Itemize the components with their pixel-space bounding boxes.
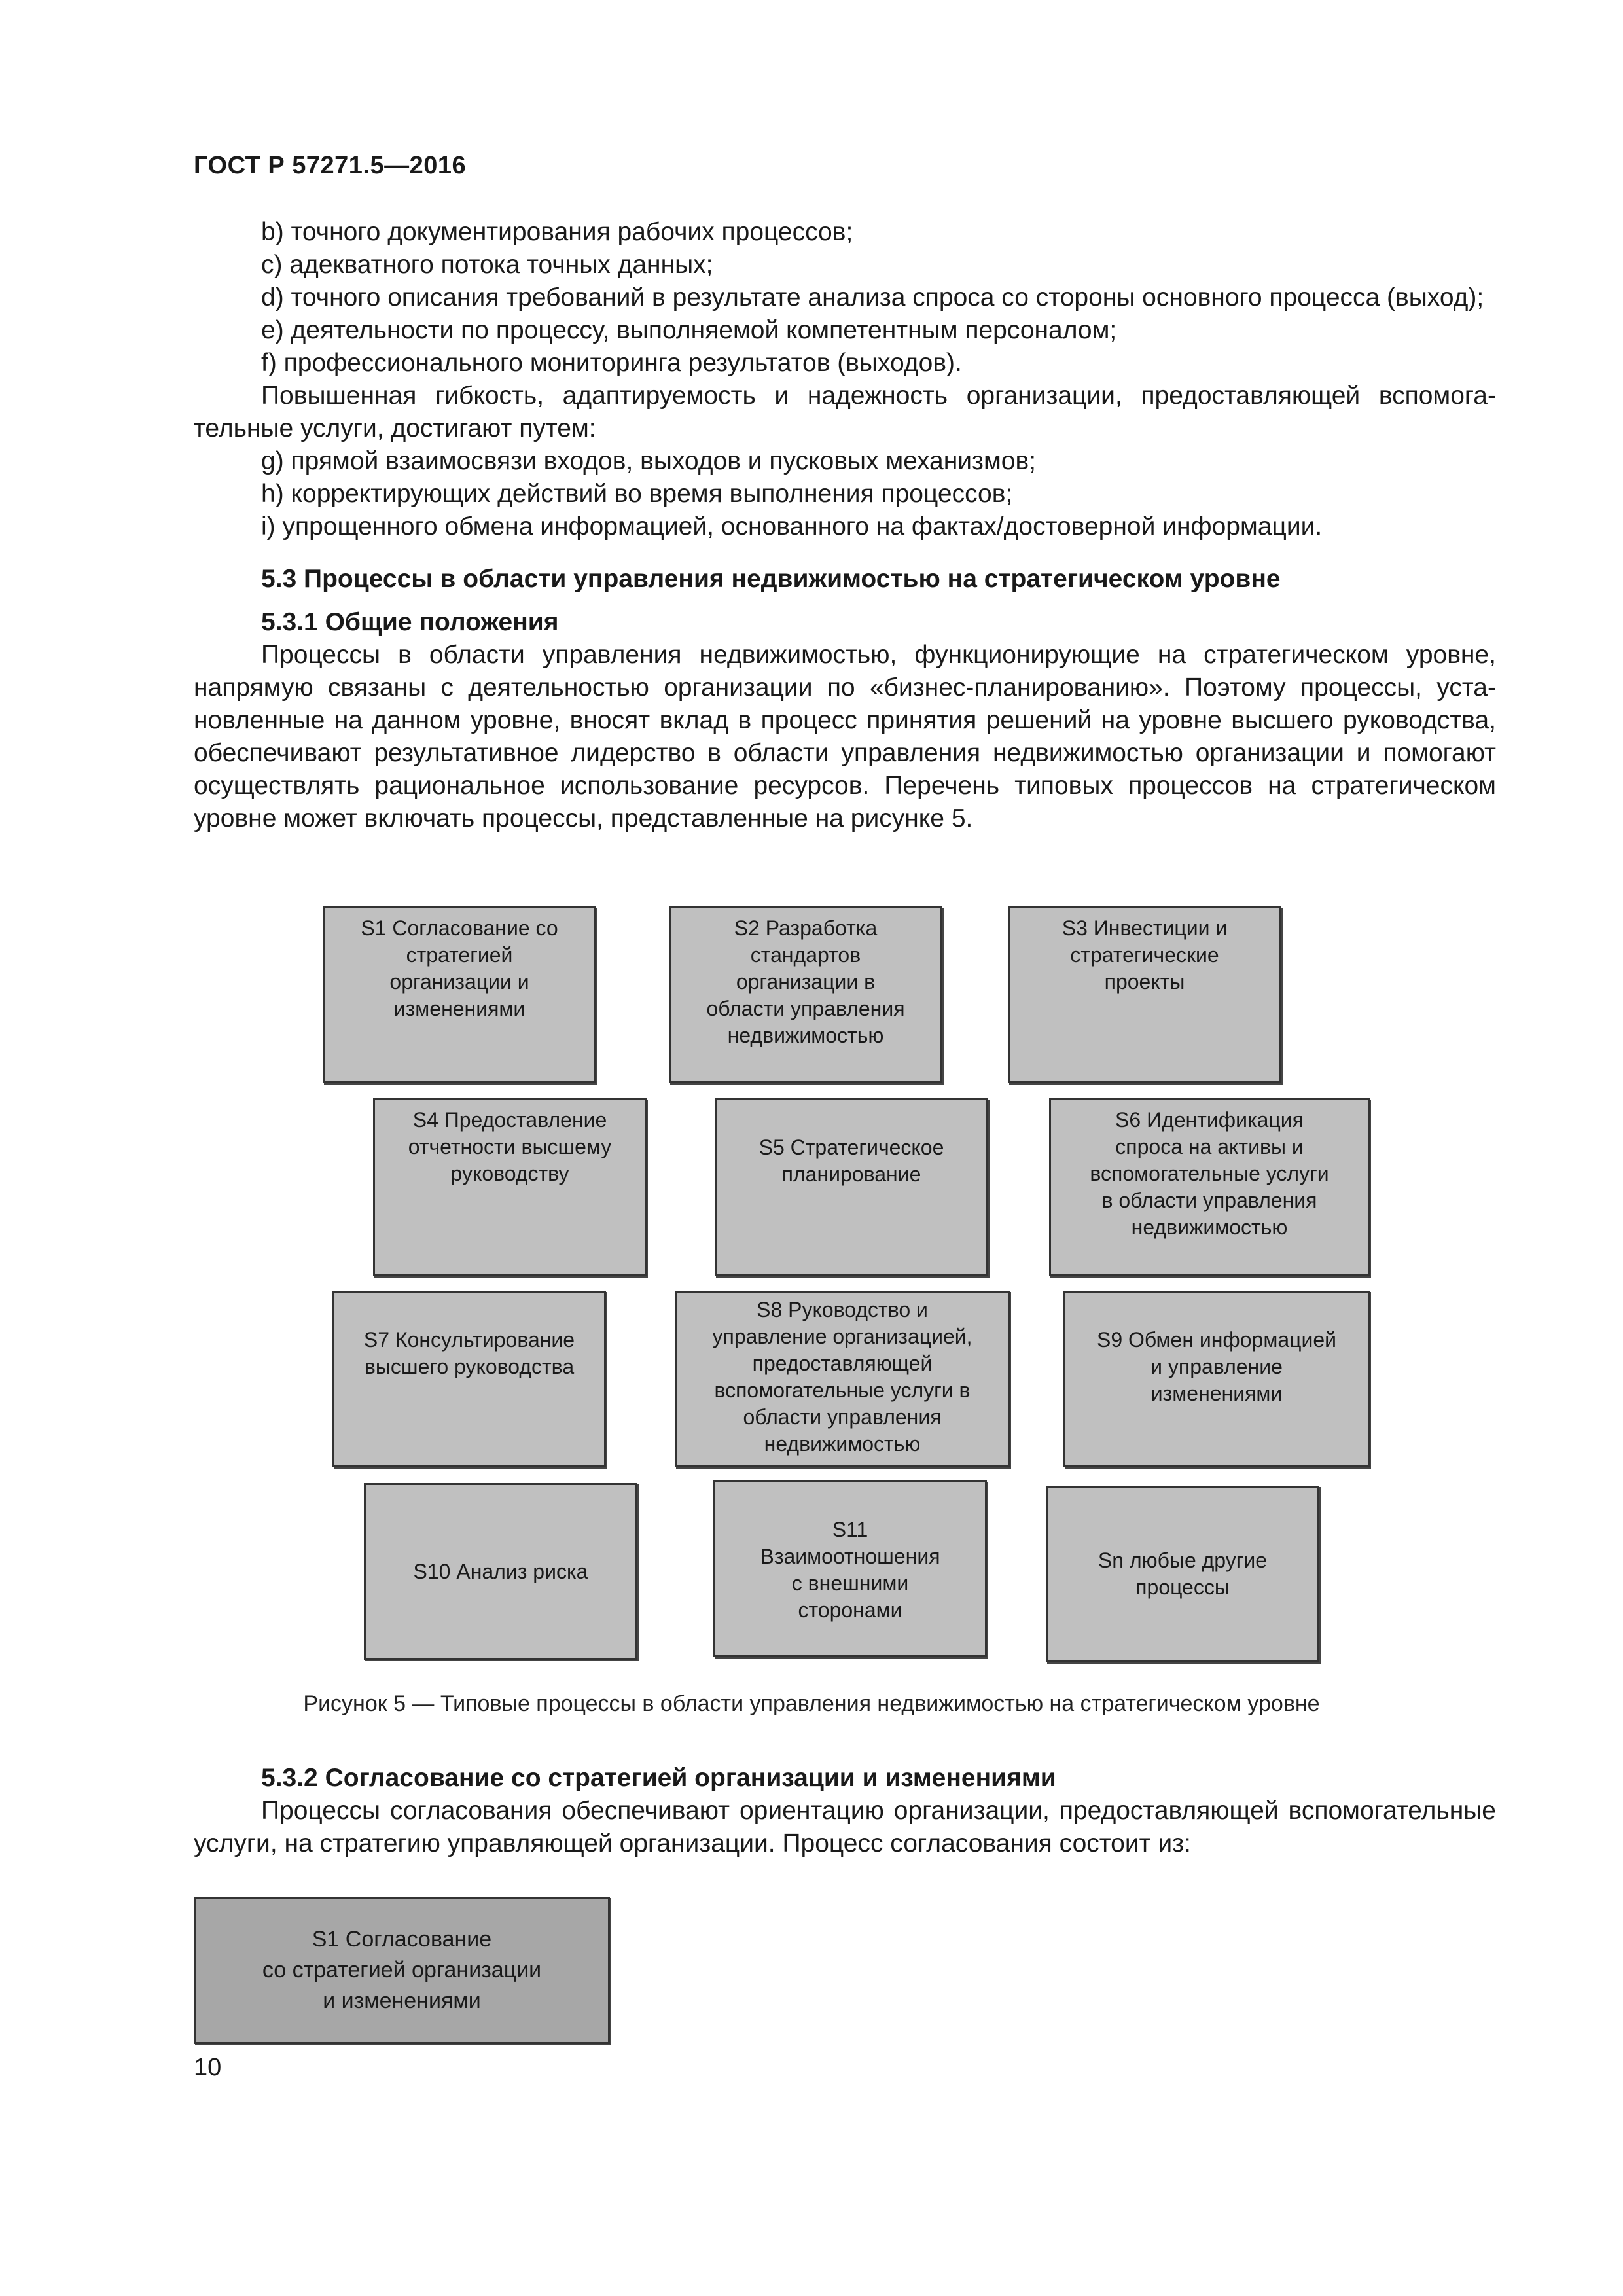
figure-caption: Рисунок 5 — Типовые процессы в области управления недвижимостью на стратегическом уровне xyxy=(303,1691,1320,1716)
section-5-3-2 xyxy=(194,1762,1496,1860)
process-box-s5: S5 Стратегическое планирование xyxy=(715,1098,988,1276)
list-item: b) точного документирования рабочих процессов; xyxy=(261,218,853,246)
process-box-s1: S1 Согласование со стратегией организации и изменениями xyxy=(323,906,596,1083)
section-heading-5-3: 5.3 Процессы в области управления недвижимостью на стратегическом уровне xyxy=(261,565,1281,593)
list-item: c) адекватного потока точных данных; xyxy=(261,251,713,279)
list-item: i) упрощенного обмена информацией, основанного на фактах/достоверной информации. xyxy=(261,512,1323,541)
process-box-s10: S10 Анализ риска xyxy=(364,1483,637,1660)
process-box-sn: Sn любые другие процессы xyxy=(1046,1486,1319,1662)
section-heading-5-3-1: 5.3.1 Общие положения xyxy=(261,608,559,636)
process-box-s6: S6 Идентификация спроса на активы и вспомогательные услуги в области управления недвижимостью xyxy=(1049,1098,1370,1276)
process-box-s1-detail: S1 Согласование со стратегией организации и изменениями xyxy=(194,1897,610,2044)
list-item: h) корректирующих действий во время выполнения процессов; xyxy=(261,480,1013,508)
process-box-s4: S4 Предоставление отчетности высшему руководству xyxy=(373,1098,647,1276)
page-number: 10 xyxy=(194,2054,222,2081)
process-box-s3: S3 Инвестиции и стратегические проекты xyxy=(1008,906,1281,1083)
section-heading-5-3-2: 5.3.2 Согласование со стратегией организации и изменениями xyxy=(261,1764,1056,1792)
list-item: d) точного описания требований в результате анализа спроса со стороны основного процесса (выход); xyxy=(261,283,1484,312)
body-text xyxy=(194,216,1496,835)
paragraph-flexibility: Повышенная гибкость, адаптируемость и надежность организации, предоставляющей вспомогательные услуги, достигают путем: xyxy=(194,382,1496,442)
document-header: ГОСТ Р 57271.5—2016 xyxy=(194,152,467,179)
process-box-s7: S7 Консультирование высшего руководства xyxy=(332,1291,606,1467)
list-item: f) профессионального мониторинга результатов (выходов). xyxy=(261,349,962,377)
process-box-s9: S9 Обмен информацией и управление изменениями xyxy=(1063,1291,1370,1467)
list-item: g) прямой взаимосвязи входов, выходов и пусковых механизмов; xyxy=(261,447,1036,475)
process-box-s2: S2 Разработка стандартов организации в области управления недвижимостью xyxy=(669,906,942,1083)
list-item: e) деятельности по процессу, выполняемой компетентным персоналом; xyxy=(261,316,1117,344)
paragraph-5-3-1: Процессы в области управления недвижимостью, функционирующие на стратегическом уровне, напрямую связаны с деятельностью организации по «бизнес-планированию». Поэтому процессы, установленные на данном уровне, вносят вклад в процесс принятия решений на уровне высшего руководства, обеспечивают результативное лидерство в области управления недвижимостью организации и помогают осуществлять рациональное использование ресурсов. Перечень типовых процессов на стратегическом уровне может включать процессы, представленные на рисунке 5. xyxy=(194,641,1496,833)
process-box-s11: S11 Взаимоотношения с внешними сторонами xyxy=(713,1480,987,1657)
process-box-s8: S8 Руководство и управление организацией, предоставляющей вспомогательные услуги в области управления недвижимостью xyxy=(675,1291,1010,1467)
paragraph-5-3-2: Процессы согласования обеспечивают ориентацию организации, предоставляющей вспомогательные услуги, на стратегию управляющей организации. Процесс согласования состоит из: xyxy=(194,1797,1496,1857)
